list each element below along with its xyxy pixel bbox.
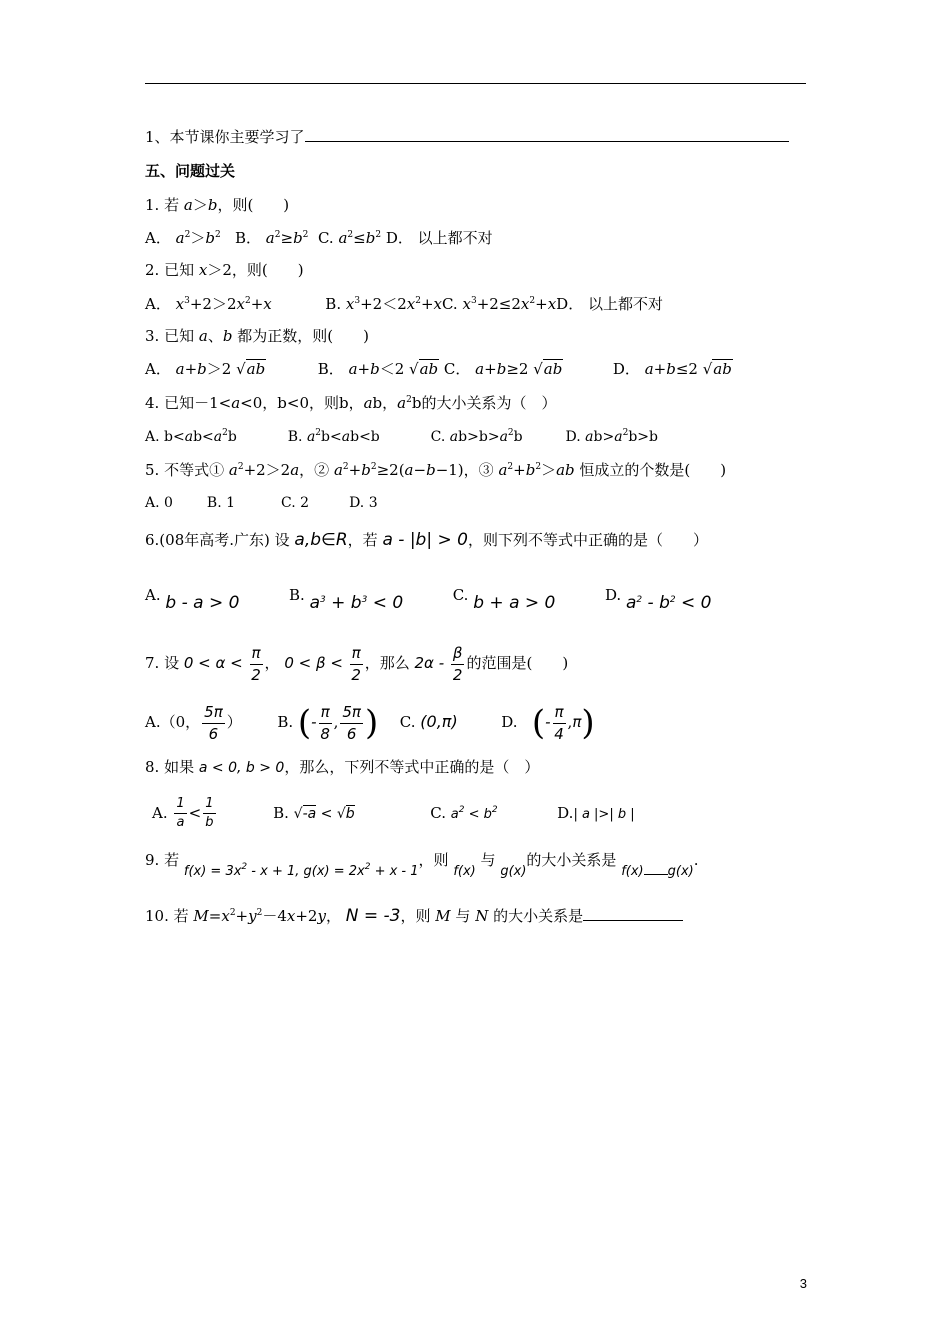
summary-answer-blank[interactable] (305, 141, 789, 142)
option-a[interactable]: A． $a^2>b^2$ (145, 229, 221, 247)
question-2: 2. 已知 x＞2，则( ) (145, 261, 304, 279)
section-title: 五、问题过关 (145, 162, 236, 180)
relation-answer-blank[interactable] (583, 920, 683, 921)
option-a[interactable]: A． $x^3+2>2x^2+x$ (145, 295, 272, 313)
option-c[interactable]: C. $ab>b>a^2b$ (430, 428, 523, 445)
question-2-options (145, 297, 663, 312)
option-a[interactable]: A. $b<ab<a^2b$ (145, 428, 237, 445)
option-d[interactable]: D. $a^2 - b^2 < 0$ (604, 586, 712, 613)
comparison-blank[interactable] (644, 874, 668, 875)
question-6-options (145, 588, 711, 612)
option-d[interactable]: D． a+b≤2 √ab (612, 360, 732, 378)
question-6: 6.(08年高考.广东) 设 a,b∈R，若 a - |b| > 0，则下列不等式中正确的是（ ） (145, 530, 708, 550)
option-b[interactable]: B. $x^3+2<2x^2+x$ (325, 295, 442, 313)
question-4: 4. 已知－1<a<0，b<0，则b，ab，$a^2b$的大小关系为（ ） (145, 394, 557, 412)
option-a[interactable]: A. b - a > 0 (145, 586, 240, 613)
question-1: 1. 若 a＞b，则( ) (145, 196, 290, 214)
question-10: 10. 若 $M=x^2+y^2-4x+2y$， N = -3，则 M 与 N 的大小关系是 (145, 908, 683, 925)
question-3: 3. 已知 a、b 都为正数，则( ) (145, 327, 369, 345)
option-b[interactable]: B． $a^2\ge b^2$ (234, 229, 309, 247)
option-c[interactable]: C． a+b≥2 √ab (443, 360, 563, 378)
question-3-options (145, 362, 733, 377)
option-d[interactable]: D． 以上都不对 (385, 229, 493, 247)
option-c[interactable]: C. $a^2\le b^2$ (317, 229, 382, 247)
summary-question (145, 130, 789, 145)
option-d[interactable]: D. 3 (349, 495, 378, 511)
question-9: 9. 若 $f(x) = 3x^2 - x + 1$, $g(x) = 2x^2 + x - 1$，则 f(x) 与 g(x)的大小关系是 f(x) g(x). (145, 851, 699, 879)
option-d[interactable]: D． 以上都不对 (556, 295, 663, 313)
question-4-options (145, 430, 658, 444)
question-7: 7. 设 0 < α < $\frac{\pi}{2}$ ， 0 < β < $\frac{\pi}{2}$ ，那么 2α - $\frac{\beta}{2}$ 的范围是( ) (145, 644, 569, 684)
option-a[interactable]: A． a+b＞2 √ab (145, 360, 266, 378)
option-b[interactable]: B. √-a < √b (273, 803, 355, 822)
option-a[interactable]: A.（0， $\frac{5\pi}{6}$ ） (145, 703, 242, 743)
question-5: 5. 不等式① $a^2+2>2a$，② $a^2+b^2\ge 2(a-b-1)$，③ $a^2+b^2>ab$ 恒成立的个数是( ) (145, 461, 727, 479)
option-d[interactable]: D. (- $\frac{\pi}{4}$ ,π) (501, 703, 595, 743)
option-c[interactable]: C. $x^3+2\le 2x^2+x$ (441, 295, 557, 313)
page-number: 3 (799, 1276, 807, 1291)
question-8: 8. 如果 a < 0, b > 0，那么，下列不等式中正确的是（ ） (145, 758, 540, 776)
question-5-options (145, 496, 378, 510)
option-c[interactable]: C. b + a > 0 (452, 586, 556, 613)
option-c[interactable]: C. $a^2 < b^2$ (430, 803, 498, 822)
option-b[interactable]: B. 1 (206, 495, 236, 511)
option-b[interactable]: B. $a^3 + b^3 < 0$ (288, 586, 404, 613)
summary-prompt: 1、本节课你主要学习了 (145, 128, 305, 146)
question-8-options (152, 797, 635, 831)
option-d[interactable]: D. $ab>a^2b>b$ (565, 428, 658, 445)
question-1-options (145, 231, 493, 246)
option-a[interactable]: A. 0 (145, 495, 173, 511)
question-7-options (145, 704, 595, 742)
option-b[interactable]: B． a+b＜2 √ab (317, 360, 439, 378)
option-d[interactable]: D.| a |>| b | (557, 803, 635, 822)
option-a[interactable]: A. $\frac{1}{a}$ < $\frac{1}{b}$ (152, 796, 214, 831)
option-c[interactable]: C. 2 (281, 495, 310, 511)
option-b[interactable]: B. $a^2b<ab<b$ (287, 428, 380, 445)
header-rule (145, 83, 806, 84)
option-c[interactable]: C. (0,π) (399, 712, 458, 731)
option-b[interactable]: B. (- $\frac{\pi}{8}$ , $\frac{5\pi}{6}$ ) (277, 703, 379, 743)
